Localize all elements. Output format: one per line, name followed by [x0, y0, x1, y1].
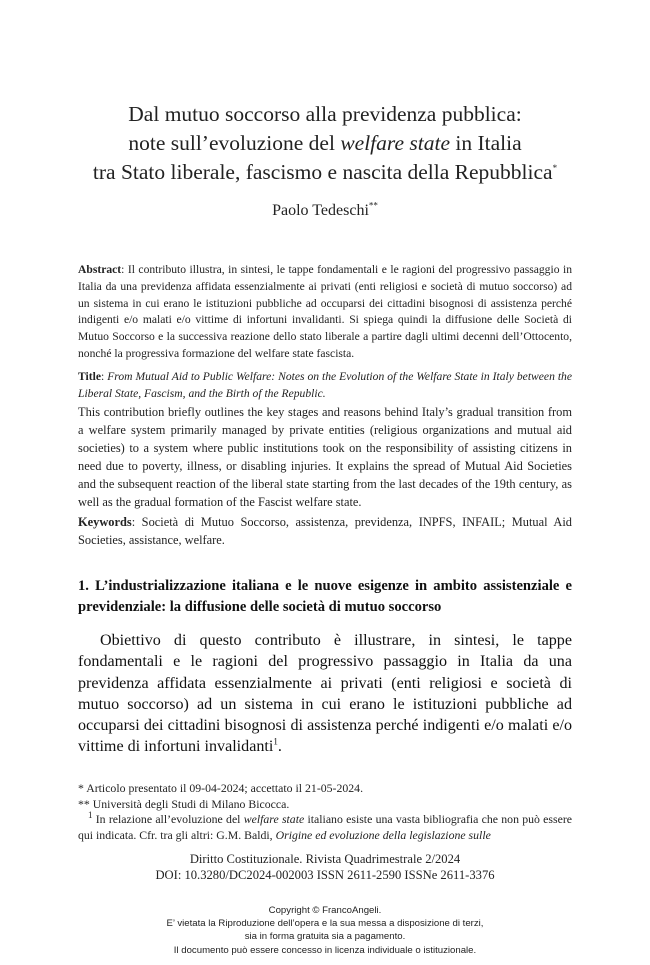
title-line-1: Dal mutuo soccorso alla previdenza pubblica:	[128, 102, 522, 126]
author-footnote-mark: **	[368, 200, 378, 211]
footnote-3-mark: 1	[88, 810, 93, 821]
english-title-text: From Mutual Aid to Public Welfare: Notes on the Evolution of the Welfare State in Italy between the Liberal State, Fascism, and the Birth of the Republic.	[78, 370, 573, 400]
title-line-3	[40, 158, 610, 187]
copyright-line-2: E’ vietata la Riproduzione dell’opera e la sua messa a disposizione di terzi,	[166, 918, 484, 930]
title-line-2	[40, 129, 610, 158]
footnote-3-pre: In relazione all’evoluzione del	[92, 812, 244, 827]
abstract-label: Abstract	[78, 263, 122, 276]
title-line-2-pre: note sull’evoluzione del	[128, 131, 341, 155]
english-title-paragraph	[78, 369, 572, 511]
journal-line-1: Diritto Costituzionale. Rivista Quadrimestrale 2/2024	[189, 852, 461, 866]
title-line-3-text: tra Stato liberale, fascismo e nascita della Repubblica	[92, 160, 553, 184]
body-text: Obiettivo di questo contributo è illustrare, in sintesi, le tappe fondamentali e le ragioni del progressivo passaggio in Italia da una previdenza affidata essenzialmente ai privati (enti religiosi e società di mutuo soccorso) ad un sistema in cui erano le istituzioni pubbliche ad occuparsi dei cittadini bisognosi di assistenza perché indigenti e/o malati e/o vittime di infortuni invalidanti	[78, 632, 572, 756]
section-heading: 1. L’industrializzazione italiana e le nuove esigenze in ambito assistenziale e previdenziale: la diffusione delle società di mutuo soccorso	[78, 578, 572, 615]
article-title	[40, 100, 610, 187]
keywords-text: : Società di Mutuo Soccorso, assistenza, previdenza, INPFS, INFAIL; Mutual Aid Societies, assistance, welfare.	[78, 515, 572, 547]
english-abstract-text: This contribution briefly outlines the key stages and reasons behind Italy’s gradual transition from a welfare system primarily managed by private entities (religious organizations and mutual aid societies) to a system where public institutions took on the responsibility of assisting citizens in need due to poverty, illness, or disabling injuries. It explains the spread of Mutual Aid Societies and the subsequent reaction of the liberal state starting from the last decades of the 19th century, as well as the gradual formation of the Fascist welfare state.	[78, 404, 572, 509]
title-footnote-mark: *	[552, 162, 558, 173]
footnote-3-italic-2: Origine ed evoluzione della legislazione sulle	[275, 827, 491, 842]
copyright-notice	[0, 904, 650, 957]
author-text: Paolo Tedeschi	[272, 202, 369, 219]
footnote-1: * Articolo presentato il 09-04-2024; accettato il 21-05-2024.	[78, 781, 364, 795]
body-end: .	[277, 738, 282, 756]
keywords-paragraph	[78, 513, 572, 549]
footnotes	[78, 781, 572, 843]
footnote-2: ** Università degli Studi di Milano Bicocca.	[78, 796, 290, 811]
title-line-2-italic: welfare state	[340, 131, 450, 155]
abstract-paragraph	[78, 262, 572, 363]
english-title-sep: :	[100, 370, 108, 383]
footnote-3	[78, 812, 572, 843]
keywords-label: Keywords	[78, 515, 132, 529]
english-title-line	[78, 369, 572, 403]
journal-doi-line: DOI: 10.3280/DC2024-002003 ISSN 2611-2590 ISSNe 2611-3376	[155, 868, 495, 883]
journal-info	[0, 851, 650, 884]
body-paragraph	[78, 630, 572, 758]
author-name	[0, 202, 650, 220]
footnote-3-italic: welfare state	[243, 812, 305, 827]
copyright-line-3: sia in forma gratuita sia a pagamento.	[244, 931, 406, 943]
copyright-line-1: Copyright © FrancoAngeli.	[268, 905, 382, 916]
abstract-text: : Il contributo illustra, in sintesi, le tappe fondamentali e le ragioni del progressivo passaggio in Italia da una previdenza affidata essenzialmente ai privati (enti religiosi e società di mutuo soccorso) ad un sistema in cui erano le istituzioni pubbliche ad occuparsi dei cittadini bisognosi di assistenza perché indigenti e/o malati e/o vittime di infortuni invalidanti. Si spiega quindi la diffusione delle Società di Mutuo Soccorso e la successiva reazione dello stato liberale a partire dagli ultimi decenni dell’Ottocento, nonché la progressiva formazione del welfare state fascista.	[78, 263, 572, 360]
body-footnote-ref[interactable]: 1	[273, 737, 278, 748]
english-title-label: Title	[78, 370, 101, 383]
footnote-3-mid: italiano esiste una vasta bibliografia che non può essere qui indicata. Cfr. tra gli altri: G.M. Baldi,	[78, 812, 572, 842]
copyright-line-4: Il documento può essere concesso in licenza individuale o istituzionale.	[173, 944, 477, 956]
title-line-2-post: in Italia	[450, 131, 522, 155]
